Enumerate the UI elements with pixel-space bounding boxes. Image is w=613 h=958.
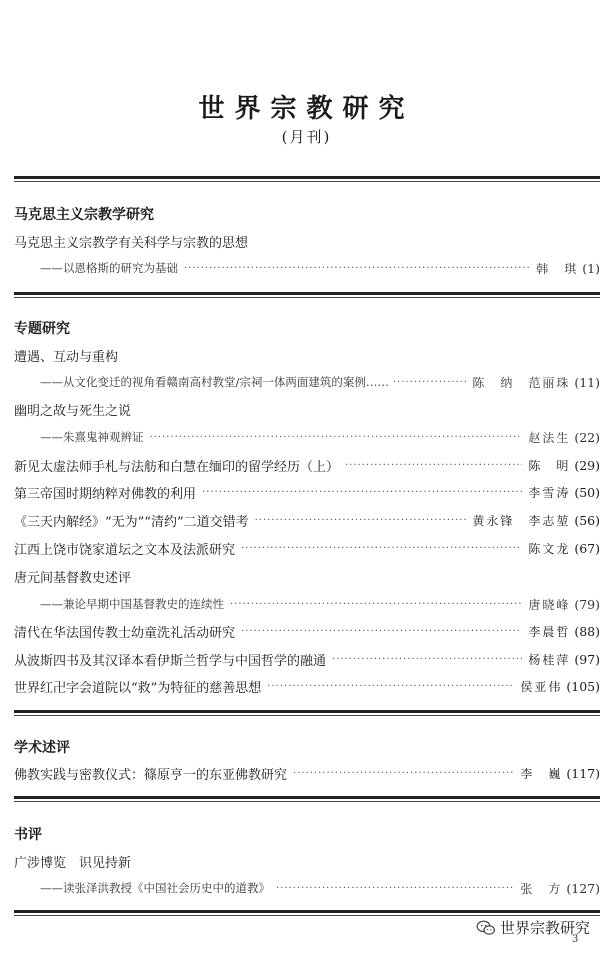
entry-author: 韩 琪 <box>536 261 579 276</box>
page-number: 3 <box>572 934 579 945</box>
toc-entry[interactable] <box>14 230 600 252</box>
entry-page: (97) <box>574 651 600 667</box>
toc-entry[interactable] <box>14 537 600 559</box>
entry-title: 唐元间基督教史述评 <box>14 570 132 586</box>
entry-author: 侯亚伟 <box>520 679 563 694</box>
entry-author: 陈文龙 <box>528 541 571 556</box>
toc-entry[interactable] <box>40 593 600 615</box>
entry-author: 李 巍 <box>520 766 563 781</box>
entry-page: (127) <box>566 880 600 896</box>
entry-author: 张 方 <box>520 881 563 896</box>
entry-title: 从波斯四书及其汉译本看伊斯兰哲学与中国哲学的融通 <box>14 653 327 669</box>
leader-dots <box>267 681 514 692</box>
leader-dots <box>293 768 514 779</box>
section-divider <box>14 292 600 298</box>
leader-dots <box>230 599 522 610</box>
entry-title: 遭遇、互动与重构 <box>14 349 119 365</box>
entry-author: 赵法生 <box>528 430 571 445</box>
entry-title: 江西上饶市饶家道坛之文本及法派研究 <box>14 542 236 558</box>
entry-page: (79) <box>574 596 600 612</box>
entry-author: 黄永锋 李志堃 <box>472 513 571 528</box>
section-title-review: 学术述评 <box>14 740 70 756</box>
entry-title: 佛教实践与密教仪式：篠原亨一的东亚佛教研究 <box>14 767 288 783</box>
entry-subtitle: ——读张泽洪教授《中国社会历史中的道教》 <box>40 881 270 895</box>
bottom-divider <box>14 910 600 916</box>
toc-entry[interactable] <box>40 426 600 448</box>
section-title-marxism: 马克思主义宗教学研究 <box>14 207 154 223</box>
entry-title: 广涉博览 识见持新 <box>14 855 132 871</box>
entry-page: (1) <box>582 260 600 276</box>
entry-author: 李晨哲 <box>528 624 571 639</box>
toc-entry[interactable] <box>14 398 600 420</box>
section-divider <box>14 176 600 182</box>
toc-entry[interactable] <box>14 675 600 697</box>
toc-entry[interactable] <box>14 344 600 366</box>
entry-title: 马克思主义宗教学有关科学与宗教的思想 <box>14 235 249 251</box>
entry-page: (67) <box>574 540 600 556</box>
section-divider <box>14 796 600 802</box>
entry-page: (105) <box>566 678 600 694</box>
leader-dots <box>393 377 468 388</box>
section-title-special: 专题研究 <box>14 321 70 337</box>
journal-title: 世界宗教研究 <box>198 94 415 124</box>
entry-page: (22) <box>574 429 600 445</box>
entry-title: 第三帝国时期纳粹对佛教的利用 <box>14 486 197 502</box>
entry-page: (50) <box>574 484 600 500</box>
toc-entry[interactable] <box>14 481 600 503</box>
entry-page: (88) <box>574 623 600 639</box>
toc-entry[interactable] <box>14 762 600 784</box>
entry-author: 陈 纳 范丽珠 <box>472 375 571 390</box>
entry-author: 李雪涛 <box>528 485 571 500</box>
leader-dots <box>202 487 522 498</box>
entry-title: 世界红卍字会道院以“救”为特征的慈善思想 <box>14 680 262 696</box>
entry-subtitle: ——兼论早期中国基督教史的连续性 <box>40 597 224 611</box>
watermark-text: 世界宗教研究 <box>500 919 591 937</box>
entry-author: 杨桂萍 <box>528 652 571 667</box>
section-title-books: 书评 <box>14 827 42 843</box>
entry-page: (117) <box>566 765 600 781</box>
toc-entry[interactable] <box>40 257 600 279</box>
toc-entry[interactable] <box>14 620 600 642</box>
entry-title: 幽明之故与死生之说 <box>14 403 132 419</box>
leader-dots <box>241 543 522 554</box>
leader-dots <box>255 515 467 526</box>
section-divider <box>14 710 600 716</box>
entry-title: 《三天内解经》“无为”“清约”二道交错考 <box>14 514 249 530</box>
entry-subtitle: ——从文化变迁的视角看赣南高村教堂/宗祠一体两面建筑的案例…… <box>40 375 389 389</box>
toc-entry[interactable] <box>14 850 600 872</box>
toc-entry[interactable] <box>40 877 600 899</box>
leader-dots <box>241 626 522 637</box>
toc-entry[interactable] <box>14 454 600 476</box>
entry-subtitle: ——以恩格斯的研究为基础 <box>40 261 178 275</box>
entry-title: 新见太虚法师手札与法舫和白慧在缅印的留学经历（上） <box>14 459 340 475</box>
wechat-icon <box>476 920 496 936</box>
leader-dots <box>345 460 522 471</box>
toc-entry[interactable] <box>14 565 600 587</box>
entry-page: (56) <box>574 512 600 528</box>
toc-entry[interactable] <box>14 509 600 531</box>
leader-dots <box>150 432 523 443</box>
leader-dots <box>332 654 522 665</box>
entry-author: 唐晓峰 <box>528 597 571 612</box>
entry-page: (29) <box>574 457 600 473</box>
leader-dots <box>184 263 530 274</box>
entry-page: (11) <box>574 374 600 390</box>
toc-entry[interactable] <box>14 648 600 670</box>
entry-subtitle: ——朱熹鬼神观辨证 <box>40 430 144 444</box>
entry-author: 陈 明 <box>528 458 571 473</box>
journal-subtitle: (月刊) <box>281 128 332 146</box>
entry-title: 清代在华法国传教士幼童洗礼活动研究 <box>14 625 236 641</box>
leader-dots <box>276 883 514 894</box>
toc-entry[interactable] <box>40 371 600 393</box>
